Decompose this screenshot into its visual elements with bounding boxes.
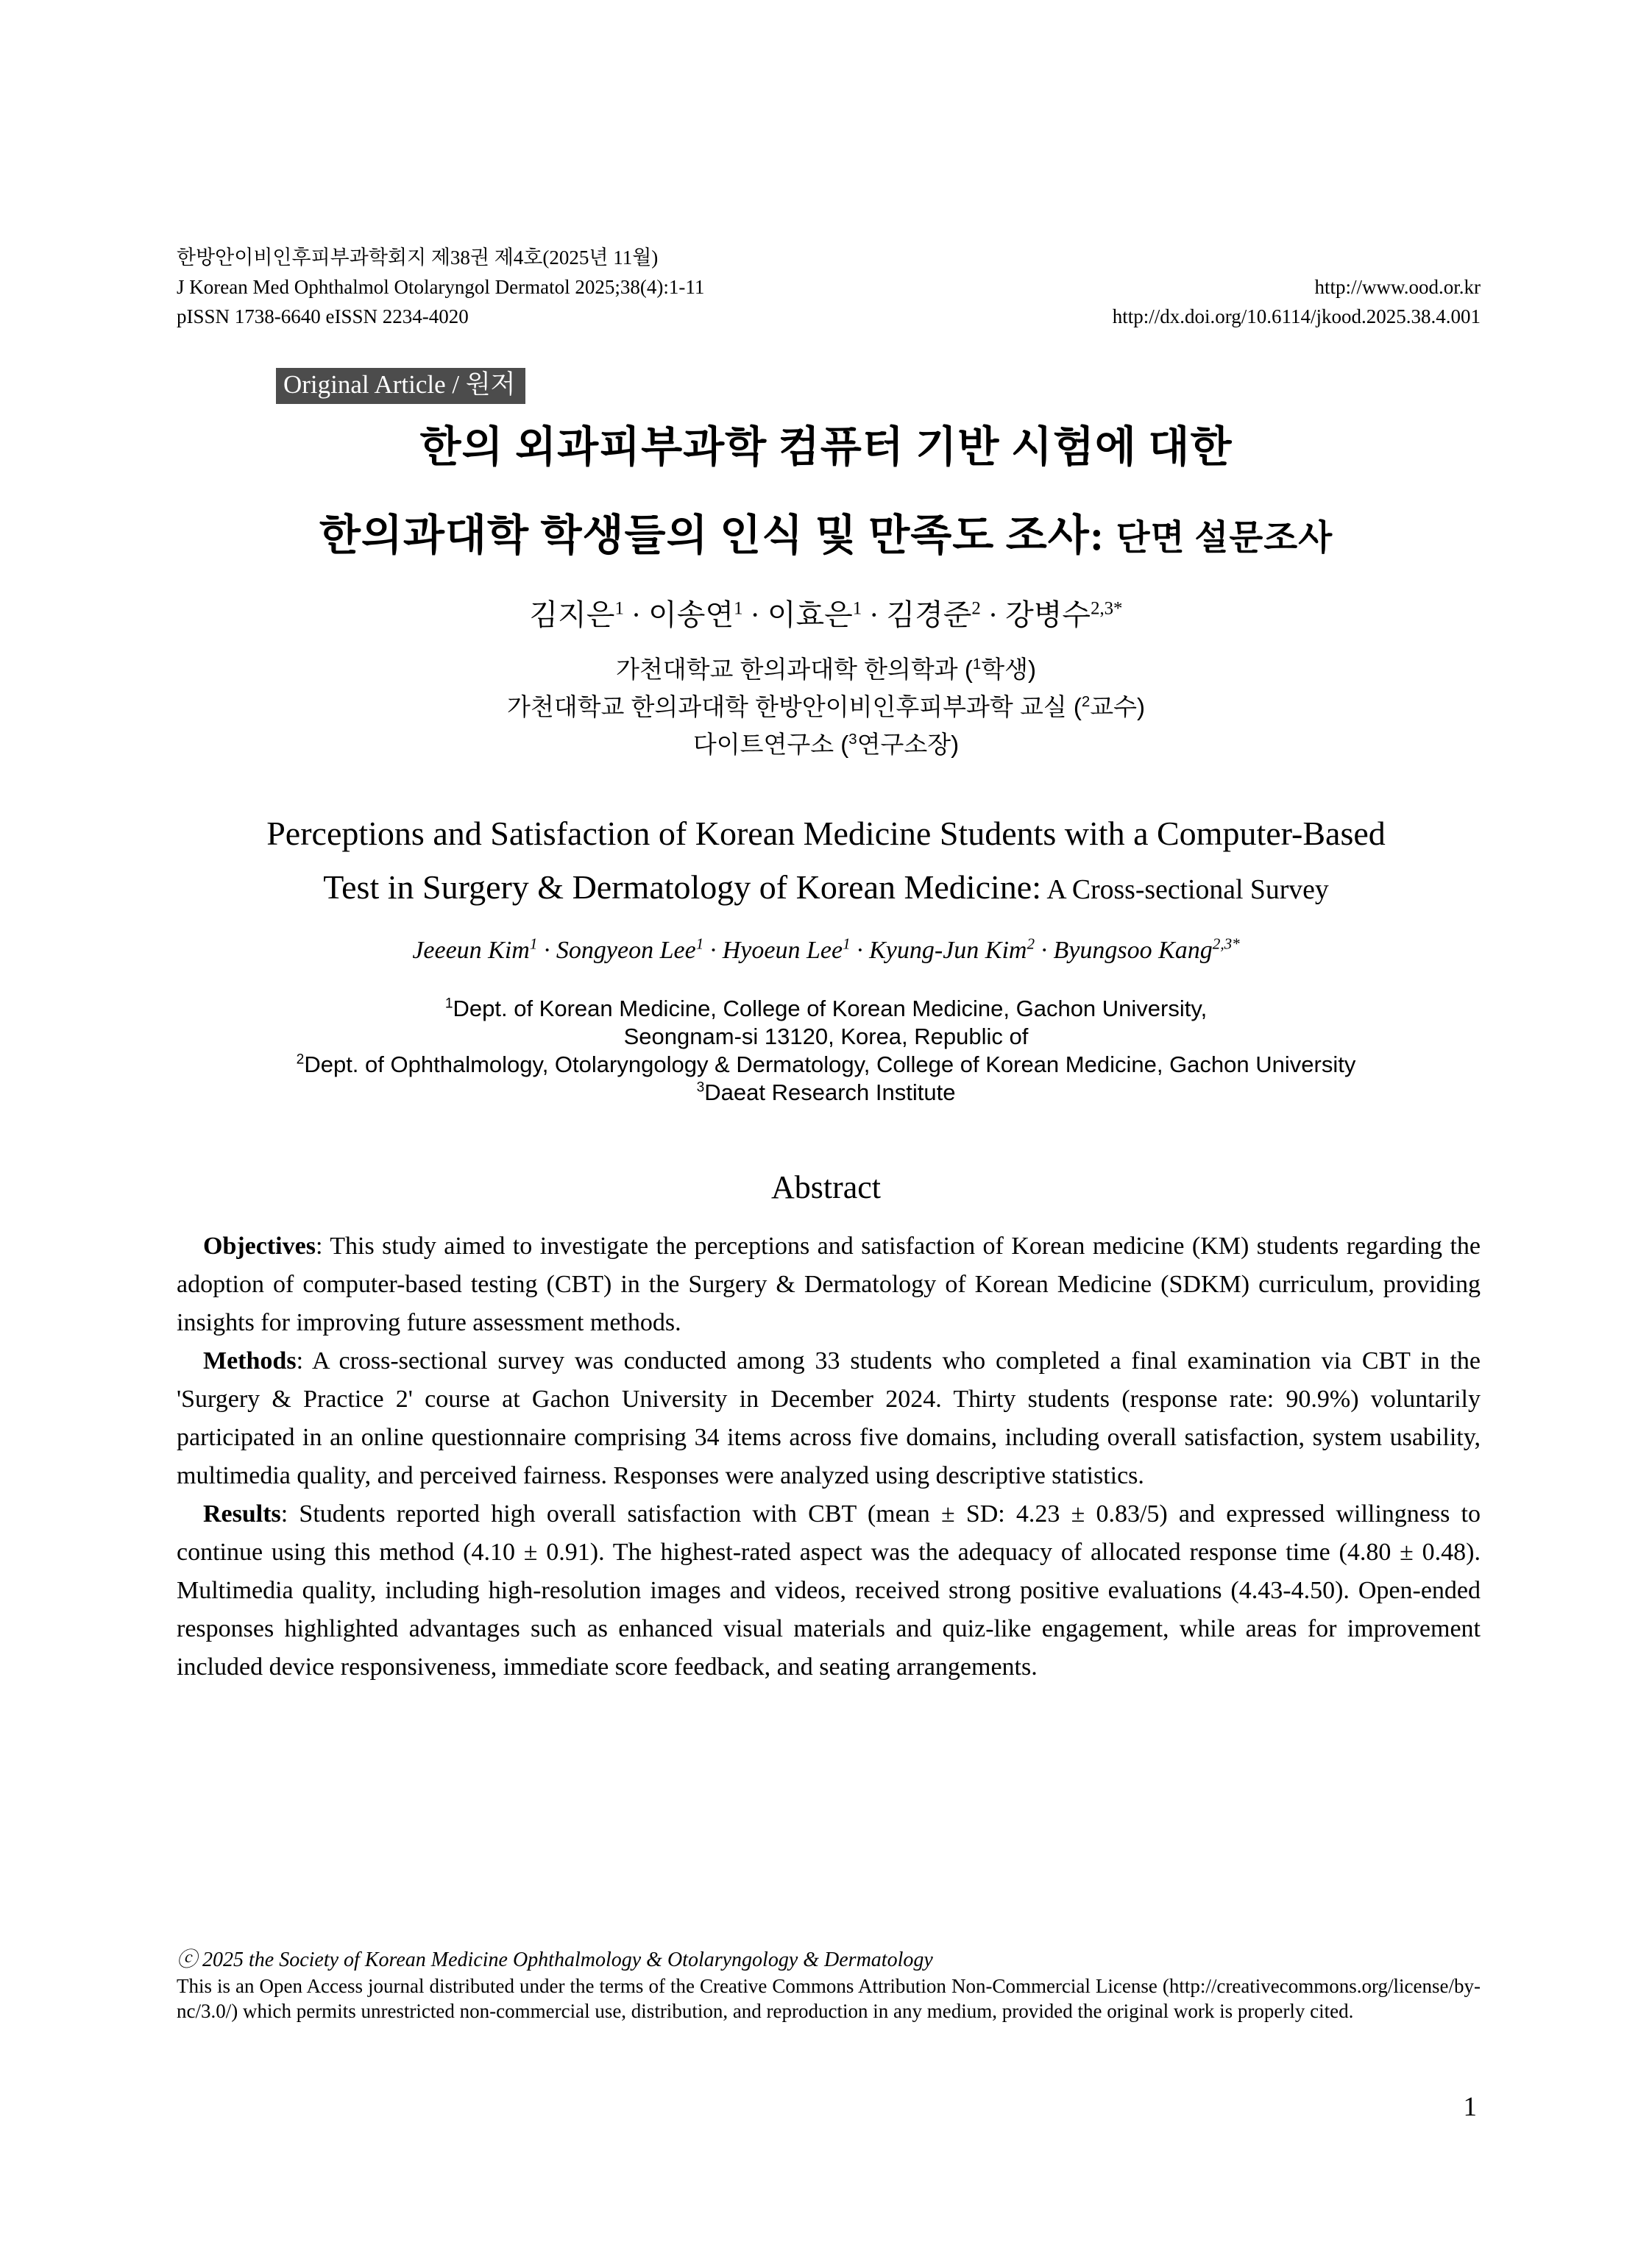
journal-header-row-2 xyxy=(177,272,1481,302)
journal-header-row-3 xyxy=(177,302,1481,331)
footer xyxy=(177,1947,1481,2024)
journal-title-ko: 한방안이비인후피부과학회지 제38권 제4호(2025년 11월) xyxy=(177,247,659,269)
affiliation-en-1b: Seongnam-si 13120, Korea, Republic of xyxy=(623,1024,1029,1049)
article-title-ko xyxy=(0,403,1652,583)
affiliation-en-2: $^2$Dept. of Ophthalmology, Otolaryngology & Dermatology, College of Korean Medicine, Gachon University xyxy=(296,1052,1356,1077)
article-title-ko-line2: 한의과대학 학생들의 인식 및 만족도 조사: 단면 설문조사 xyxy=(319,511,1333,559)
affiliations-en xyxy=(0,995,1652,1107)
journal-website-url: http://www.ood.or.kr xyxy=(1314,276,1481,298)
abstract-objectives-paragraph: Objectives: This study aimed to investigate the perceptions and satisfaction of Korean medicine (KM) students regarding the adoption of computer-based testing (CBT) in the Surgery & Dermatology of Korean Medicine (SDKM) curriculum, providing insights for improving future assessment methods. xyxy=(177,1233,1481,1336)
affiliations-ko xyxy=(0,650,1652,763)
article-title-en xyxy=(0,806,1652,917)
abstract-methods-paragraph: Methods: A cross-sectional survey was conducted among 33 students who completed a final examination via CBT in the 'Surgery & Practice 2' course at Gachon University in December 2024. Thirty students (response rate: 90.9%) voluntarily participated in an online questionnaire comprising 34 items across five domains, including overall satisfaction, system usability, multimedia quality, and perceived fairness. Responses were analyzed using descriptive statistics. xyxy=(177,1347,1481,1489)
article-title-en-line2: Test in Surgery & Dermatology of Korean Medicine: A Cross-sectional Survey xyxy=(323,868,1329,906)
page-number: 1 xyxy=(1463,2092,1477,2122)
authors-en: Jeeeun Kim$^1$ · Songyeon Lee$^1$ · Hyoeun Lee$^1$ · Kyung-Jun Kim$^2$ · Byungsoo Kang$^{2,3*}$ xyxy=(412,935,1240,964)
license-text: This is an Open Access journal distributed under the terms of the Creative Commons Attribution Non-Commercial License (http://creativecommons.org/license/by-nc/3.0/) which permits unrestricted non-commercial use, distribution, and reproduction in any medium, provided the original work is properly cited. xyxy=(177,1975,1481,2022)
journal-doi-url: http://dx.doi.org/10.6114/jkood.2025.38.4.001 xyxy=(1112,305,1481,327)
affiliation-ko-2: 가천대학교 한의과대학 한방안이비인후피부과학 교실 ($^2$교수) xyxy=(507,693,1145,720)
abstract-results-paragraph: Results: Students reported high overall satisfaction with CBT (mean ± SD: 4.23 ± 0.83/5) and expressed willingness to continue using this method (4.10 ± 0.91). The highest-rated aspect was the adequacy of allocated response time (4.80 ± 0.48). Multimedia quality, including high-resolution images and videos, received strong positive evaluations (4.43-4.50). Open-ended responses highlighted advantages such as enhanced visual materials and quiz-like engagement, while areas for improvement included device responsiveness, immediate score feedback, and seating arrangements. xyxy=(177,1500,1481,1681)
article-title-en-line1: Perceptions and Satisfaction of Korean Medicine Students with a Computer-Based xyxy=(266,815,1386,852)
affiliation-ko-3: 다이트연구소 ($^3$연구소장) xyxy=(692,731,960,758)
affiliation-ko-1: 가천대학교 한의과대학 한의학과 ($^1$학생) xyxy=(616,656,1036,683)
journal-issn: pISSN 1738-6640 eISSN 2234-4020 xyxy=(177,305,469,327)
journal-header-row-1 xyxy=(177,243,1481,272)
journal-header xyxy=(177,243,1481,331)
journal-citation: J Korean Med Ophthalmol Otolaryngol Dermatol 2025;38(4):1-11 xyxy=(177,276,705,298)
article-type-badge: Original Article / 원저 xyxy=(276,368,525,404)
copyright-notice: ⓒ 2025 the Society of Korean Medicine Ophthalmology & Otolaryngology & Dermatology xyxy=(177,1948,933,1971)
affiliation-en-1: $^1$Dept. of Korean Medicine, College of Korean Medicine, Gachon University, xyxy=(444,996,1208,1021)
abstract-body xyxy=(177,1227,1481,1687)
abstract-heading: Abstract xyxy=(770,1169,882,1205)
article-title-ko-line1: 한의 외과피부과학 컴퓨터 기반 시험에 대한 xyxy=(419,423,1233,471)
authors-ko: 김지은$^1$ · 이송연$^1$ · 이효은$^1$ · 김경준$^2$ · 강병수$^{2,3*}$ xyxy=(529,598,1123,631)
affiliation-en-3: $^3$Daeat Research Institute xyxy=(696,1079,956,1105)
